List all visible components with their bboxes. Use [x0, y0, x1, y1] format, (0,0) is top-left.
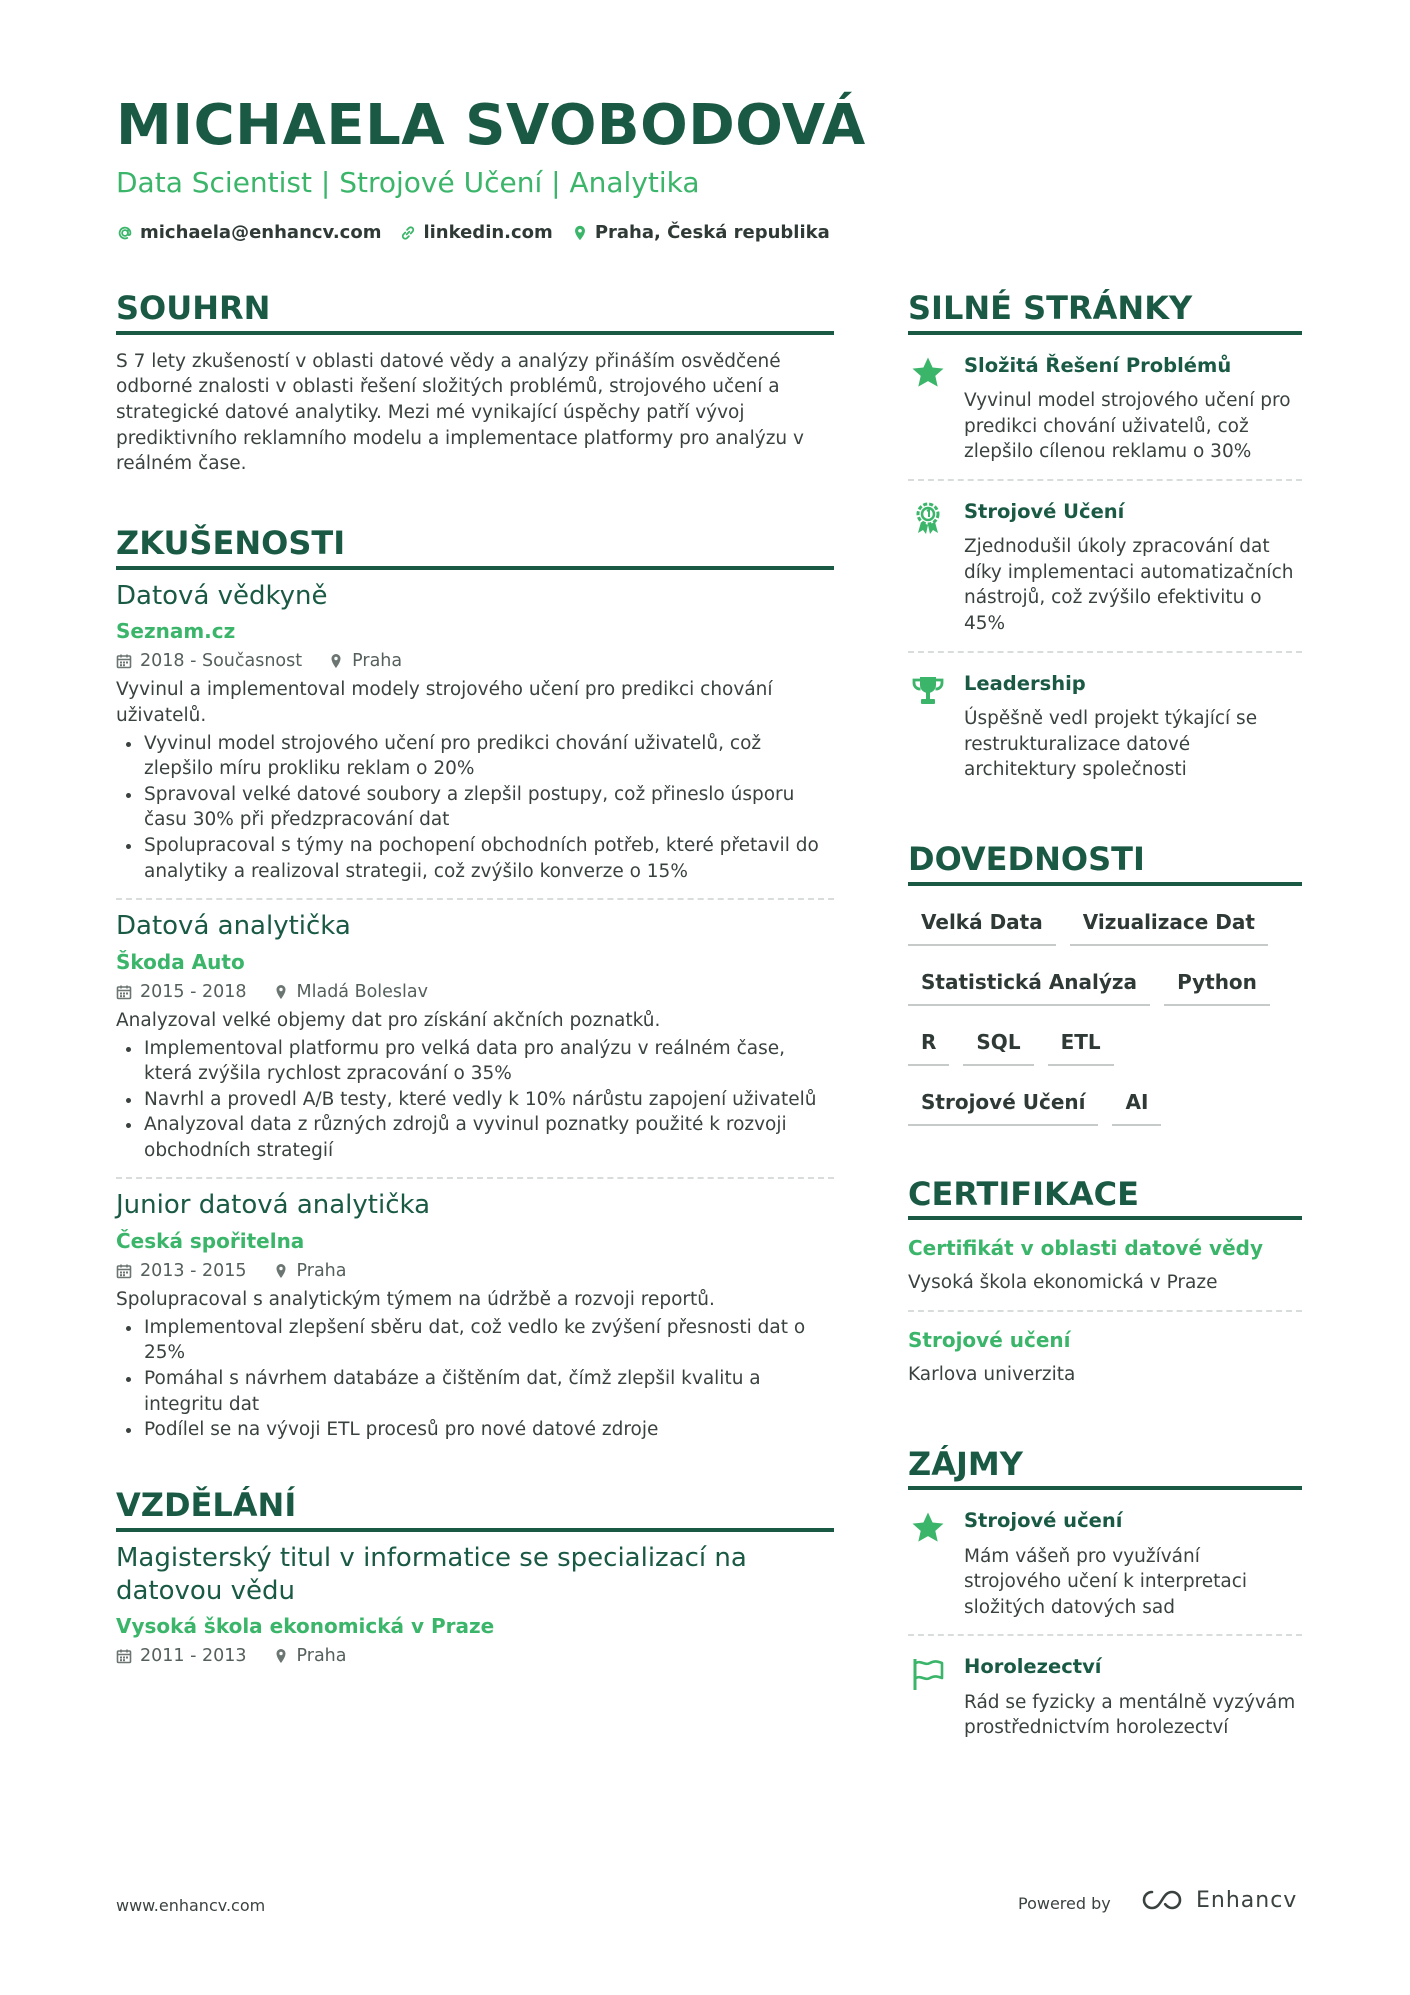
certifications-heading: CERTIFIKACE	[908, 1176, 1302, 1221]
job-achievements	[116, 1036, 834, 1164]
calendar-icon	[116, 984, 132, 1000]
job-meta	[116, 1261, 834, 1281]
achievement-item: Podílel se na vývoji ETL procesů pro nové datové zdroje	[116, 1417, 834, 1443]
candidate-headline: Data Scientist | Strojové Učení | Analytika	[116, 166, 700, 199]
location-pin-icon	[273, 1648, 289, 1664]
calendar-icon	[116, 1648, 132, 1664]
achievement-item: Implementoval platformu pro velká data pro analýzu v reálném čase, která zvýšila rychlost zpracování o 35%	[116, 1036, 834, 1087]
achievement-item: Spravoval velké datové soubory a zlepšil postupy, což přineslo úsporu času 30% při předzpracování dat	[116, 782, 834, 833]
job-title: Junior datová analytička	[116, 1190, 431, 1221]
school-name: Vysoká škola ekonomická v Praze	[116, 1613, 495, 1638]
job-dates-text: 2018 - Současnost	[140, 651, 303, 672]
experience-entry	[116, 1179, 834, 1442]
skill-tag: SQL	[963, 1020, 1033, 1066]
location-pin-icon	[273, 1263, 289, 1279]
job-description: Spolupracoval s analytickým týmem na údržbě a rozvoji reportů.	[116, 1289, 715, 1311]
strengths-heading: SILNÉ STRÁNKY	[908, 290, 1302, 335]
certification-title: Strojové učení	[908, 1327, 1071, 1352]
interest-item	[908, 1636, 1302, 1755]
certification-item	[908, 1312, 1302, 1402]
enhancv-logo-icon	[1138, 1886, 1186, 1914]
brand-name: Enhancv	[1196, 1887, 1298, 1913]
job-company: Škoda Auto	[116, 949, 245, 974]
strength-item	[908, 481, 1302, 651]
experience-entry	[116, 570, 834, 901]
job-dates-text: 2013 - 2015	[140, 1261, 247, 1282]
strength-title: Leadership	[964, 671, 1086, 695]
interest-description: Rád se fyzicky a mentálně vyzývám prostřednictvím horolezectví	[964, 1691, 1296, 1739]
award-ribbon-icon	[910, 501, 946, 537]
summary-heading: SOUHRN	[116, 290, 834, 335]
education-meta	[116, 1646, 834, 1666]
job-title: Datová analytička	[116, 911, 351, 942]
location-pin-icon	[571, 224, 589, 242]
job-dates	[116, 1261, 247, 1281]
skill-tag: Strojové Učení	[908, 1080, 1098, 1126]
achievement-item: Implementoval zlepšení sběru dat, což vedlo ke zvýšení přesnosti dat o 25%	[116, 1315, 834, 1366]
interest-item	[908, 1490, 1302, 1634]
location-pin-icon	[273, 984, 289, 1000]
calendar-icon	[116, 1263, 132, 1279]
strength-item	[908, 653, 1302, 797]
skill-tag: Python	[1164, 960, 1270, 1006]
trophy-icon	[910, 673, 946, 709]
job-achievements	[116, 731, 834, 885]
job-description: Vyvinul a implementoval modely strojového učení pro predikci chování uživatelů.	[116, 679, 773, 726]
summary-text: S 7 lety zkušeností v oblasti datové vědy a analýzy přináším osvědčené odborné znalosti v oblasti řešení složitých problémů, strojového učení a strategické datové analytiky. Mezi mé vynikající úspěchy patří vývoj prediktivního reklamního modelu a implementace platformy pro analýzu v reálném čase.	[116, 350, 804, 475]
job-location-text: Praha	[296, 1261, 347, 1282]
skill-tag: Statistická Analýza	[908, 960, 1150, 1006]
certification-issuer: Vysoká škola ekonomická v Praze	[908, 1272, 1218, 1294]
achievement-item: Navrhl a provedl A/B testy, které vedly k 10% nárůstu zapojení uživatelů	[116, 1087, 834, 1113]
job-meta	[116, 651, 834, 671]
skill-tag: Velká Data	[908, 900, 1056, 946]
contact-email[interactable]	[116, 222, 381, 243]
footer-website-link[interactable]: www.enhancv.com	[116, 1896, 266, 1915]
education-heading: VZDĚLÁNÍ	[116, 1487, 834, 1532]
certification-issuer: Karlova univerzita	[908, 1363, 1076, 1385]
left-column	[116, 290, 834, 1666]
job-location-text: Mladá Boleslav	[296, 981, 428, 1002]
job-achievements	[116, 1315, 834, 1443]
star-icon	[910, 355, 946, 391]
achievement-item: Analyzoval data z různých zdrojů a vyvinul poznatky použité k rozvoji obchodních strategií	[116, 1112, 834, 1163]
job-location	[273, 982, 428, 1002]
flag-icon	[910, 1656, 946, 1692]
strength-title: Strojové Učení	[964, 499, 1125, 523]
job-company: Seznam.cz	[116, 619, 236, 644]
education-location-text: Praha	[296, 1645, 347, 1666]
contact-linkedin-text: linkedin.com	[423, 222, 553, 243]
skill-tag: R	[908, 1020, 949, 1066]
calendar-icon	[116, 653, 132, 669]
strength-item	[908, 335, 1302, 479]
contact-bar	[116, 222, 830, 243]
achievement-item: Spolupracoval s týmy na pochopení obchodních potřeb, které přetavil do analytiky a realizoval strategii, což zvýšilo konverze o 15%	[116, 833, 834, 884]
education-dates-text: 2011 - 2013	[140, 1645, 247, 1666]
job-dates	[116, 651, 302, 671]
strength-title: Složitá Řešení Problémů	[964, 353, 1232, 377]
link-icon	[399, 224, 417, 242]
education-location	[273, 1646, 347, 1666]
interests-heading: ZÁJMY	[908, 1446, 1302, 1491]
skills-heading: DOVEDNOSTI	[908, 841, 1302, 886]
achievement-item: Pomáhal s návrhem databáze a čištěním dat, čímž zlepšil kvalitu a integritu dat	[116, 1366, 834, 1417]
job-company: Česká spořitelna	[116, 1229, 305, 1254]
at-icon	[116, 224, 134, 242]
skill-tag: ETL	[1048, 1020, 1114, 1066]
job-meta	[116, 982, 834, 1002]
job-location-text: Praha	[352, 651, 403, 672]
job-title: Datová vědkyně	[116, 580, 328, 611]
job-location	[328, 651, 402, 671]
location-pin-icon	[328, 653, 344, 669]
certification-title: Certifikát v oblasti datové vědy	[908, 1236, 1263, 1261]
right-column	[908, 290, 1302, 1755]
degree-title: Magisterský titul v informatice se specializací na datovou vědu	[116, 1542, 747, 1606]
achievement-item: Vyvinul model strojového učení pro predikci chování uživatelů, což zlepšilo míru prokliku reklam o 20%	[116, 731, 834, 782]
job-description: Analyzoval velké objemy dat pro získání akčních poznatků.	[116, 1009, 661, 1031]
strength-description: Zjednodušil úkoly zpracování dat díky implementaci automatizačních nástrojů, což zvýšilo efektivitu o 45%	[964, 536, 1294, 635]
powered-by-label: Powered by	[1018, 1894, 1111, 1913]
job-dates	[116, 982, 247, 1002]
experience-heading: ZKUŠENOSTI	[116, 525, 834, 570]
job-location	[273, 1261, 347, 1281]
candidate-name: MICHAELA SVOBODOVÁ	[116, 93, 866, 158]
strength-description: Úspěšně vedl projekt týkající se restrukturalizace datové architektury společnosti	[964, 707, 1258, 781]
contact-location-text: Praha, Česká republika	[594, 222, 830, 243]
education-dates	[116, 1646, 247, 1666]
star-icon	[910, 1510, 946, 1546]
job-dates-text: 2015 - 2018	[140, 981, 247, 1002]
contact-location	[571, 222, 830, 243]
skill-tag: Vizualizace Dat	[1070, 900, 1268, 946]
contact-linkedin[interactable]	[399, 222, 552, 243]
experience-entry	[116, 900, 834, 1179]
strength-description: Vyvinul model strojového učení pro predikci chování uživatelů, což zlepšilo cílenou reklamu o 30%	[964, 390, 1291, 463]
enhancv-logo[interactable]	[1138, 1886, 1297, 1914]
education-entry	[116, 1532, 834, 1666]
interest-title: Strojové učení	[964, 1509, 1123, 1533]
interest-description: Mám vášeň pro využívání strojového učení k interpretaci složitých datových sad	[964, 1545, 1248, 1618]
skills-list	[908, 900, 1302, 1126]
skill-tag: AI	[1112, 1080, 1161, 1126]
certification-item	[908, 1220, 1302, 1310]
interest-title: Horolezectví	[964, 1655, 1102, 1679]
contact-email-text: michaela@enhancv.com	[140, 222, 382, 243]
